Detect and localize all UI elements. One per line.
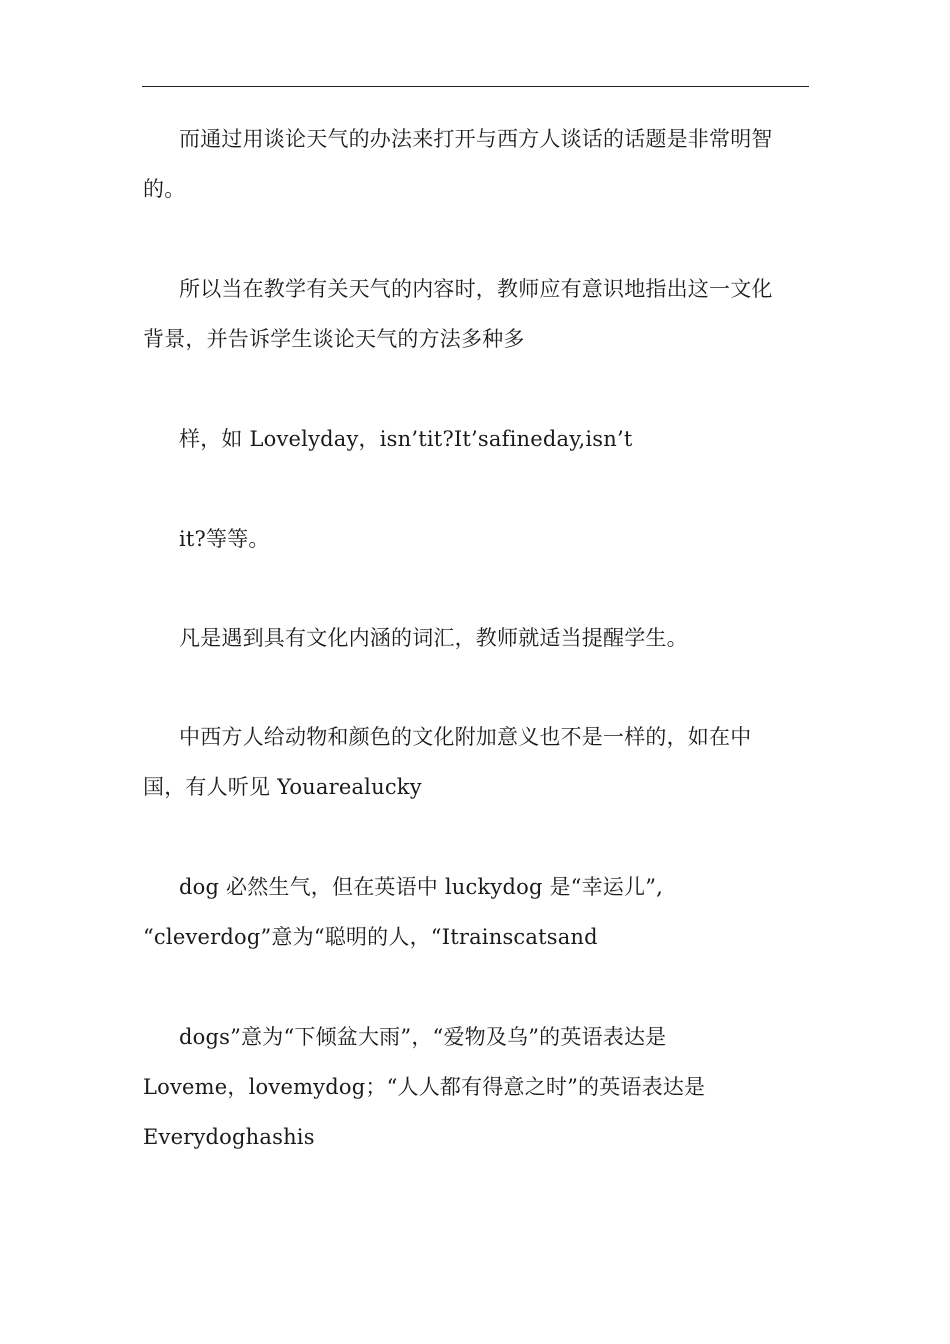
text-line-6: it?等等。	[179, 527, 270, 551]
text-line-2: 的。	[143, 177, 186, 201]
text-line-13: Loveme，lovemydog；“人人都有得意之时”的英语表达是	[143, 1075, 706, 1099]
header-rule	[142, 86, 809, 87]
text-line-1: 而通过用谈论天气的办法来打开与西方人谈话的话题是非常明智	[179, 127, 773, 151]
text-line-4: 背景，并告诉学生谈论天气的方法多种多	[143, 327, 525, 351]
text-line-5: 样，如 Lovelyday，isn’tit?It’safineday,isn’t	[179, 427, 633, 451]
text-line-7: 凡是遇到具有文化内涵的词汇，教师就适当提醒学生。	[179, 626, 688, 650]
text-line-14: Everydoghashis	[143, 1125, 315, 1149]
text-line-11: “cleverdog”意为“聪明的人，“Itrainscatsand	[143, 925, 598, 949]
text-line-12: dogs”意为“下倾盆大雨”，“爱物及乌”的英语表达是	[179, 1025, 667, 1049]
text-line-10: dog 必然生气，但在英语中 luckydog 是“幸运儿”,	[179, 875, 664, 899]
text-line-3: 所以当在教学有关天气的内容时，教师应有意识地指出这一文化	[179, 277, 773, 301]
text-line-8: 中西方人给动物和颜色的文化附加意义也不是一样的，如在中	[179, 725, 752, 749]
text-line-9: 国，有人听见 Youarealucky	[143, 775, 422, 799]
